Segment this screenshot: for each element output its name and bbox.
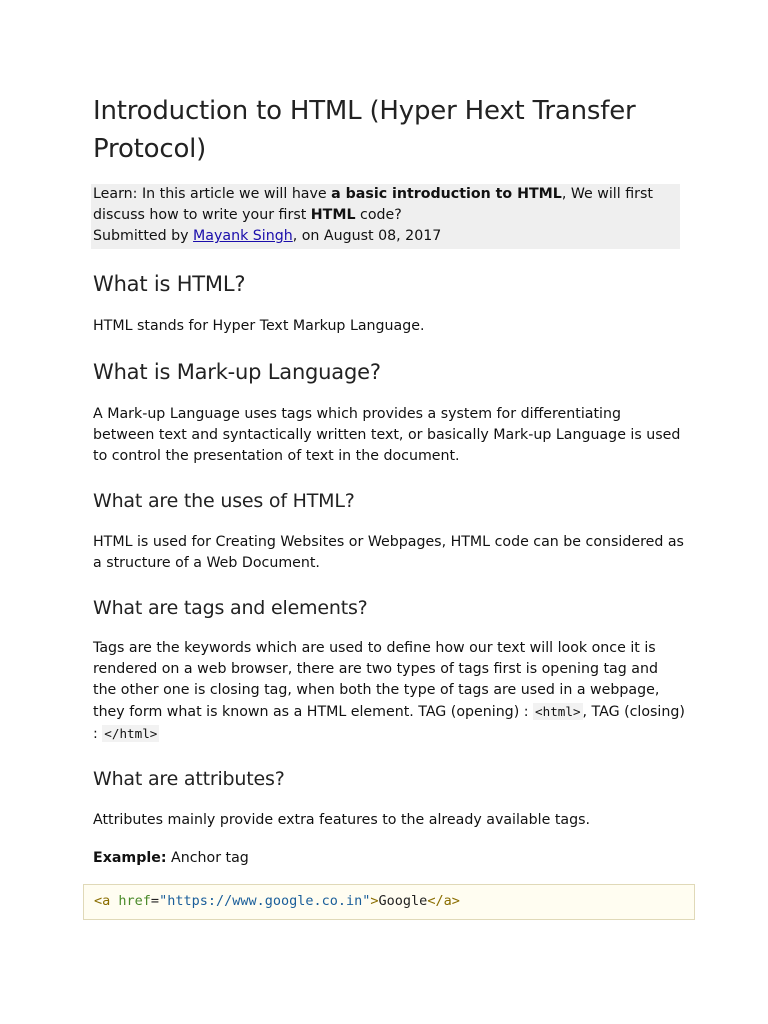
summary-submitted-prefix: Submitted by	[93, 228, 194, 244]
heading-what-is-html: What is HTML?	[93, 272, 246, 296]
article-title: Introduction to HTML (Hyper Hext Transfer Protocol)	[93, 96, 636, 164]
code-eq: =	[150, 893, 160, 909]
closing-tag-code: </html>	[104, 726, 158, 741]
heading-tags-elements: What are tags and elements?	[93, 597, 368, 619]
paragraph-example	[93, 848, 685, 869]
code-lt: <	[94, 893, 103, 909]
article-summary	[91, 184, 680, 249]
code-link-text: Google	[378, 893, 428, 909]
tags-mid-text: , TAG (closing) :	[93, 704, 685, 742]
example-text: Anchor tag	[166, 850, 249, 866]
heading-uses-of-html: What are the uses of HTML?	[93, 490, 355, 512]
paragraph-markup-language: A Mark-up Language uses tags which provides a system for differentiating between text and syntactically written text, or basically Mark-up Language is used to control the presentation of text in the document.	[93, 406, 681, 464]
code-close-open: </	[427, 893, 444, 909]
heading-markup-language: What is Mark-up Language?	[93, 360, 381, 384]
summary-learn-bold-html: HTML	[310, 207, 356, 223]
summary-learn-prefix: Learn: In this article we will have	[93, 186, 332, 202]
code-example	[83, 884, 695, 920]
heading-attributes: What are attributes?	[93, 768, 285, 790]
summary-submitted-suffix: , on August 08, 2017	[292, 228, 442, 244]
paragraph-uses-of-html: HTML is used for Creating Websites or Webpages, HTML code can be considered as a structure of a Web Document.	[93, 534, 684, 571]
paragraph-what-is-html: HTML stands for Hyper Text Markup Language.	[93, 318, 425, 334]
code-attr-name: href	[110, 893, 151, 909]
opening-tag-code: <html>	[535, 704, 581, 719]
author-link[interactable]: Mayank Singh	[193, 228, 293, 244]
code-gt: >	[370, 893, 379, 909]
article-content	[93, 92, 685, 920]
code-tag-name: a	[102, 893, 111, 909]
summary-learn-suffix: code?	[355, 207, 402, 223]
summary-learn-bold: a basic introduction to HTML	[331, 186, 562, 202]
tags-body-text: Tags are the keywords which are used to define how our text will look once it is rendered on a web browser, there are two types of tags first is opening tag and the other one is closing tag, when both the type of tags are used in a webpage, they form what is known as a HTML element. TAG (opening) :	[93, 640, 660, 720]
example-label: Example:	[93, 850, 167, 866]
paragraph-attributes: Attributes mainly provide extra features to the already available tags.	[93, 812, 590, 828]
code-close-gt: >	[451, 893, 460, 909]
code-attr-value: "https://www.google.co.in"	[159, 893, 371, 909]
code-close-tag: a	[443, 893, 452, 909]
paragraph-tags-elements	[93, 638, 685, 745]
summary-learn-mid: , We will first discuss how to write your first	[93, 186, 653, 223]
